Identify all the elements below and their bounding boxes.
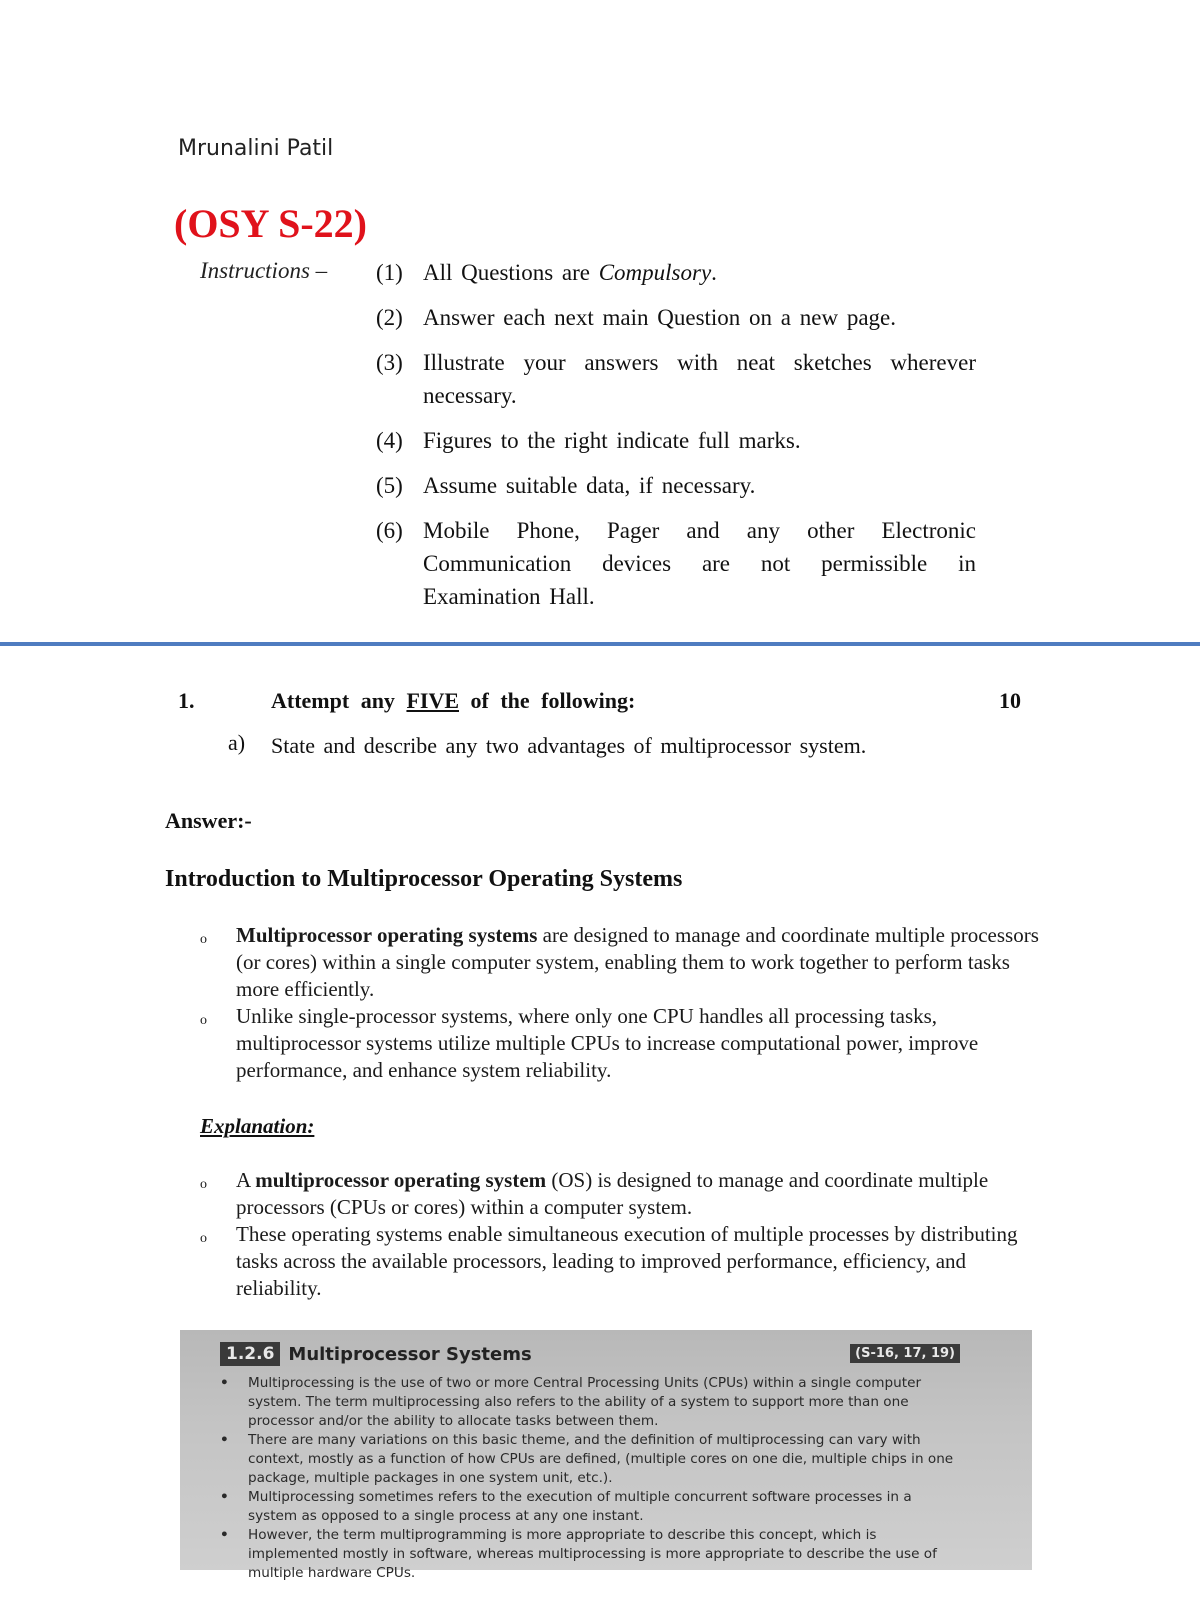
instruction-text-part: All Questions are xyxy=(423,260,599,285)
bullet-text-pre: A xyxy=(236,1168,256,1192)
question-text-part: Attempt any xyxy=(271,688,407,713)
instruction-number: (1) xyxy=(376,260,403,285)
instructions-label: Instructions – xyxy=(200,258,328,283)
photo-item-text: There are many variations on this basic theme, and the definition of multiprocessing can vary with context, mostly as a function of how CPUs are defined, (multiple cores on one die, multiple chips in one package, multiple packages in one system unit, etc.). xyxy=(248,1432,954,1486)
photo-item-text: However, the term multiprogramming is more appropriate to describe this concept, which is implemented mostly in software, whereas multiprocessing is more appropriate to describe the use of multiple hardware CPUs. xyxy=(248,1527,937,1581)
question-text-end: of the following: xyxy=(459,688,636,713)
list-item xyxy=(220,1526,960,1583)
instruction-text: Figures to the right indicate full marks. xyxy=(423,428,801,453)
bold-term: Multiprocessor operating systems xyxy=(236,923,538,947)
bullet-marker: • xyxy=(220,1489,229,1505)
list-item xyxy=(200,1167,1040,1221)
instructions-list xyxy=(376,256,976,625)
bullet-marker: o xyxy=(200,932,207,947)
instruction-number: (2) xyxy=(376,305,403,330)
subquestion-label: a) xyxy=(228,730,246,755)
photo-section-number: 1.2.6 xyxy=(220,1342,280,1366)
instruction-text: Illustrate your answers with neat sketches wherever necessary. xyxy=(423,350,976,408)
compulsory-emphasis: Compulsory xyxy=(598,260,712,285)
bullet-text-rest: are designed to manage and coordinate multiple processors (or cores) within a single computer system, enabling them to work together to perform tasks more efficiently. xyxy=(236,923,1039,1001)
textbook-photo xyxy=(180,1330,1032,1581)
bullet-text: Unlike single-processor systems, where only one CPU handles all processing tasks, multiprocessor systems utilize multiple CPUs to increase computational power, improve performance, and enhance system reliability. xyxy=(236,1004,979,1082)
section-heading: Introduction to Multiprocessor Operating Systems xyxy=(165,866,683,892)
question-number: 1. xyxy=(178,688,195,713)
instruction-item xyxy=(376,301,976,334)
instruction-item xyxy=(376,256,976,289)
instruction-text xyxy=(423,256,976,289)
photo-title: Multiprocessor Systems xyxy=(288,1343,532,1365)
bullet-text-rest: (OS) is designed to manage and coordinate multiple processors (CPUs or cores) within a computer system. xyxy=(236,1168,989,1219)
instruction-text: Assume suitable data, if necessary. xyxy=(423,473,756,498)
photo-item-text: Multiprocessing is the use of two or more Central Processing Units (CPUs) within a single computer system. The term multiprocessing also refers to the ability of a system to support more than one processor and/or the ability to allocate tasks between them. xyxy=(248,1375,922,1429)
instruction-text-end: . xyxy=(711,260,717,285)
instruction-number: (4) xyxy=(376,428,403,453)
instruction-number: (5) xyxy=(376,473,403,498)
instruction-item xyxy=(376,424,976,457)
photo-exam-tag: (S-16, 17, 19) xyxy=(850,1344,960,1363)
instruction-text: Answer each next main Question on a new page. xyxy=(423,305,896,330)
instruction-item xyxy=(376,469,976,502)
instruction-item xyxy=(376,346,976,412)
photo-bullet-list xyxy=(220,1374,960,1583)
bullet-marker: • xyxy=(220,1432,229,1448)
list-item xyxy=(220,1374,960,1431)
question-five-emphasis: FIVE xyxy=(406,688,459,713)
bullet-marker: • xyxy=(220,1527,229,1543)
explanation-bullet-list xyxy=(200,1167,1040,1302)
list-item xyxy=(220,1431,960,1488)
list-item xyxy=(220,1488,960,1526)
instruction-number: (3) xyxy=(376,350,403,375)
list-item xyxy=(200,1221,1040,1302)
bold-term: multiprocessor operating system xyxy=(255,1168,547,1192)
bullet-marker: • xyxy=(220,1375,229,1391)
question-marks: 10 xyxy=(999,688,1021,713)
author-name: Mrunalini Patil xyxy=(178,136,334,161)
bullet-text xyxy=(236,922,1040,1003)
subquestion-text: State and describe any two advantages of multiprocessor system. xyxy=(271,733,867,758)
explanation-label: Explanation: xyxy=(200,1114,315,1138)
exam-title: (OSY S-22) xyxy=(174,201,367,246)
bullet-text xyxy=(236,1167,1040,1221)
section-divider xyxy=(0,642,1200,646)
bullet-marker: o xyxy=(200,1177,207,1192)
photo-header xyxy=(220,1342,532,1366)
photo-item-text: Multiprocessing sometimes refers to the execution of multiple concurrent software processes in a system as opposed to a single process at any one instant. xyxy=(248,1489,912,1524)
instruction-item xyxy=(376,514,976,613)
list-item xyxy=(200,1003,1040,1084)
instruction-text: Mobile Phone, Pager and any other Electronic Communication devices are not permissible in Examination Hall. xyxy=(423,518,976,609)
intro-bullet-list xyxy=(200,922,1040,1084)
question-text xyxy=(271,688,635,714)
answer-label: Answer:- xyxy=(165,808,252,833)
list-item xyxy=(200,922,1040,1003)
bullet-marker: o xyxy=(200,1231,207,1246)
instruction-number: (6) xyxy=(376,518,403,543)
bullet-text: These operating systems enable simultaneous execution of multiple processes by distributing tasks across the available processors, leading to improved performance, efficiency, and reliability. xyxy=(236,1222,1018,1300)
bullet-marker: o xyxy=(200,1013,207,1028)
